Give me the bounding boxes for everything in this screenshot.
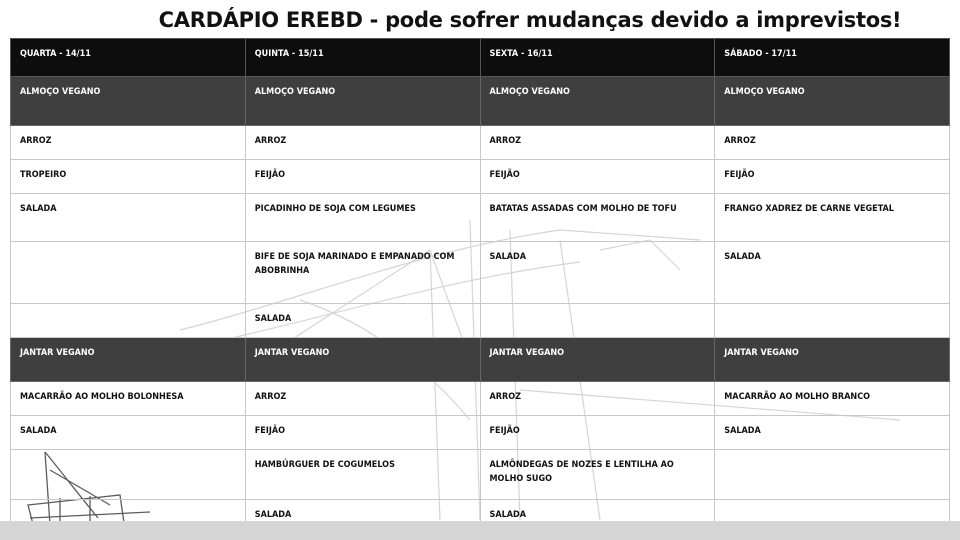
day-header-cell: SÁBADO - 17/11 xyxy=(715,39,950,77)
menu-cell xyxy=(480,304,715,338)
menu-cell: ARROZ xyxy=(245,382,480,416)
menu-cell: ARROZ xyxy=(480,382,715,416)
menu-cell: MACARRÃO AO MOLHO BRANCO xyxy=(715,382,950,416)
menu-cell: SALADA xyxy=(480,242,715,304)
day-header-cell: QUINTA - 15/11 xyxy=(245,39,480,77)
menu-cell: HAMBÚRGUER DE COGUMELOS xyxy=(245,450,480,500)
lunch-section-row xyxy=(11,77,950,126)
menu-cell: TROPEIRO xyxy=(11,160,246,194)
menu-cell: ARROZ xyxy=(245,126,480,160)
menu-cell: ARROZ xyxy=(480,126,715,160)
menu-row xyxy=(11,160,950,194)
menu-cell: ARROZ xyxy=(11,126,246,160)
menu-row xyxy=(11,304,950,338)
menu-cell: BATATAS ASSADAS COM MOLHO DE TOFU xyxy=(480,194,715,242)
menu-cell xyxy=(11,450,246,500)
menu-cell: FEIJÃO xyxy=(715,160,950,194)
menu-cell: SALADA xyxy=(715,416,950,450)
menu-row xyxy=(11,416,950,450)
menu-cell: SALADA xyxy=(715,242,950,304)
section-label-cell: JANTAR VEGANO xyxy=(245,338,480,382)
day-header-row xyxy=(11,39,950,77)
menu-cell: SALADA xyxy=(245,500,480,534)
menu-row xyxy=(11,126,950,160)
section-label-cell: ALMOÇO VEGANO xyxy=(245,77,480,126)
day-header-cell: SEXTA - 16/11 xyxy=(480,39,715,77)
footer-bar xyxy=(0,521,960,540)
menu-cell: FEIJÃO xyxy=(480,160,715,194)
menu-cell: ARROZ xyxy=(715,126,950,160)
menu-table xyxy=(10,38,950,534)
section-label-cell: ALMOÇO VEGANO xyxy=(11,77,246,126)
menu-row xyxy=(11,242,950,304)
menu-row xyxy=(11,450,950,500)
section-label-cell: ALMOÇO VEGANO xyxy=(715,77,950,126)
dinner-section-row xyxy=(11,338,950,382)
menu-cell: MACARRÃO AO MOLHO BOLONHESA xyxy=(11,382,246,416)
section-label-cell: JANTAR VEGANO xyxy=(11,338,246,382)
menu-cell: FEIJÃO xyxy=(245,416,480,450)
menu-cell: BIFE DE SOJA MARINADO E EMPANADO COM ABOBRINHA xyxy=(245,242,480,304)
menu-cell: FEIJÃO xyxy=(480,416,715,450)
menu-cell: SALADA xyxy=(245,304,480,338)
section-label-cell: ALMOÇO VEGANO xyxy=(480,77,715,126)
menu-cell: PICADINHO DE SOJA COM LEGUMES xyxy=(245,194,480,242)
menu-cell: SALADA xyxy=(480,500,715,534)
section-label-cell: JANTAR VEGANO xyxy=(715,338,950,382)
menu-cell: SALADA xyxy=(11,194,246,242)
menu-cell xyxy=(715,450,950,500)
menu-cell: FRANGO XADREZ DE CARNE VEGETAL xyxy=(715,194,950,242)
menu-row xyxy=(11,194,950,242)
menu-cell: FEIJÃO xyxy=(245,160,480,194)
menu-cell: SALADA xyxy=(11,416,246,450)
day-header-cell: QUARTA - 14/11 xyxy=(11,39,246,77)
menu-row xyxy=(11,382,950,416)
menu-cell xyxy=(715,304,950,338)
page-title: CARDÁPIO EREBD - pode sofrer mudanças devido a imprevistos! xyxy=(158,8,902,32)
menu-cell xyxy=(11,242,246,304)
section-label-cell: JANTAR VEGANO xyxy=(480,338,715,382)
menu-cell xyxy=(11,304,246,338)
menu-cell: ALMÔNDEGAS DE NOZES E LENTILHA AO MOLHO SUGO xyxy=(480,450,715,500)
